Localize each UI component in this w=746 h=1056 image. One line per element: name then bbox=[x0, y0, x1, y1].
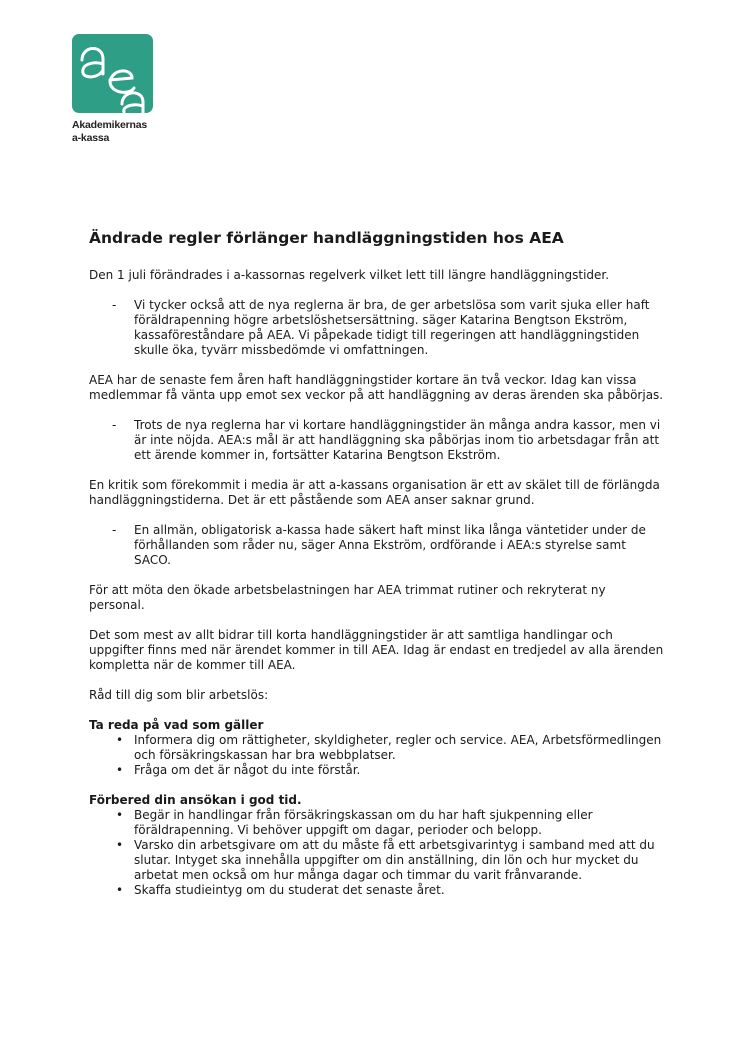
quote-text: Vi tycker också att de nya reglerna är bra, de ger arbetslösa som varit sjuka eller haft föräldrapenning högre arbetslöshetsersättning. säger Katarina Bengtson Ekström, kassaföreståndare på AEA. Vi påpekade tidigt till regeringen att handläggningstiden skulle öka, tyvärr missbedömde vi omfattningen. bbox=[134, 298, 650, 357]
paragraph-body: En kritik som förekommit i media är att a-kassans organisation är ett av skälet till de förlängda handläggningstiderna. Det är ett påstående som AEA anser saknar grund. bbox=[89, 478, 660, 507]
list-item bbox=[89, 883, 664, 898]
paragraph-body: AEA har de senaste fem åren haft handläggningstider kortare än två veckor. Idag kan vissa medlemmar få vänta upp emot sex veckor på att handläggning av deras ärenden ska påbörjas. bbox=[89, 373, 664, 402]
list-item bbox=[89, 838, 664, 883]
list-item-text: Varsko din arbetsgivare om att du måste få ett arbetsgivarintyg i samband med att du slutar. Intyget ska innehålla uppgifter om din anställning, din lön och hur mycket du arbetat men också om hur många dagar och timmar du varit frånvarande. bbox=[134, 838, 655, 882]
bullet-list bbox=[89, 733, 664, 778]
quote-text: En allmän, obligatorisk a-kassa hade säkert haft minst lika långa väntetider under de förhållanden som råder nu, säger Anna Ekström, ordförande i AEA:s styrelse samt SACO. bbox=[134, 523, 646, 567]
list-item-text: Informera dig om rättigheter, skyldigheter, regler och service. AEA, Arbetsförmedlingen och försäkringskassan har bra webbplatser. bbox=[134, 733, 662, 762]
list-item bbox=[89, 733, 664, 763]
list-item-text: Begär in handlingar från försäkringskassan om du har haft sjukpenning eller föräldrapenning. Vi behöver uppgift om dagar, perioder och belopp. bbox=[134, 808, 593, 837]
list-item bbox=[89, 763, 664, 778]
list-item-text: Skaffa studieintyg om du studerat det senaste året. bbox=[134, 883, 445, 897]
bullet-marker: • bbox=[116, 883, 124, 897]
dash-marker: - bbox=[112, 418, 117, 432]
logo bbox=[72, 34, 154, 145]
paragraph-body: Det som mest av allt bidrar till korta handläggningstider är att samtliga handlingar och uppgifter finns med när ärendet kommer in till AEA. Idag är endast en tredjedel av alla ärenden kompletta när de kommer till AEA. bbox=[89, 628, 664, 672]
section-heading: Förbered din ansökan i god tid. bbox=[89, 793, 302, 807]
quote-text: Trots de nya reglerna har vi kortare handläggningstider än många andra kassor, men vi är inte nöjda. AEA:s mål är att handläggning ska påbörjas inom tio arbetsdagar från att ett ärende kommer in, fortsätter Katarina Bengtson Ekström. bbox=[134, 418, 661, 462]
bullet-marker: • bbox=[116, 838, 124, 852]
list-item bbox=[89, 808, 664, 838]
bullet-list bbox=[89, 808, 664, 898]
bullet-marker: • bbox=[116, 733, 124, 747]
paragraph-body: För att möta den ökade arbetsbelastningen har AEA trimmat rutiner och rekryterat ny personal. bbox=[89, 583, 606, 612]
article-title: Ändrade regler förlänger handläggningstiden hos AEA bbox=[89, 229, 564, 247]
aea-logo-mark bbox=[72, 34, 153, 113]
dash-marker: - bbox=[112, 523, 117, 537]
list-item-text: Fråga om det är något du inte förstår. bbox=[134, 763, 361, 777]
logo-name-line2: a-kassa bbox=[72, 132, 110, 144]
bullet-marker: • bbox=[116, 763, 124, 777]
quote-item bbox=[89, 418, 664, 463]
paragraph-advice-intro: Råd till dig som blir arbetslös: bbox=[89, 688, 269, 702]
section-heading: Ta reda på vad som gäller bbox=[89, 718, 264, 732]
bullet-marker: • bbox=[116, 808, 124, 822]
quote-item bbox=[89, 523, 664, 568]
paragraph-intro: Den 1 juli förändrades i a-kassornas regelverk vilket lett till längre handläggningstider. bbox=[89, 268, 610, 282]
aea-logo-icon bbox=[72, 34, 153, 113]
quote-item bbox=[89, 298, 664, 358]
dash-marker: - bbox=[112, 298, 117, 312]
article bbox=[89, 229, 664, 913]
logo-name-line1: Akademikernas bbox=[72, 119, 148, 131]
